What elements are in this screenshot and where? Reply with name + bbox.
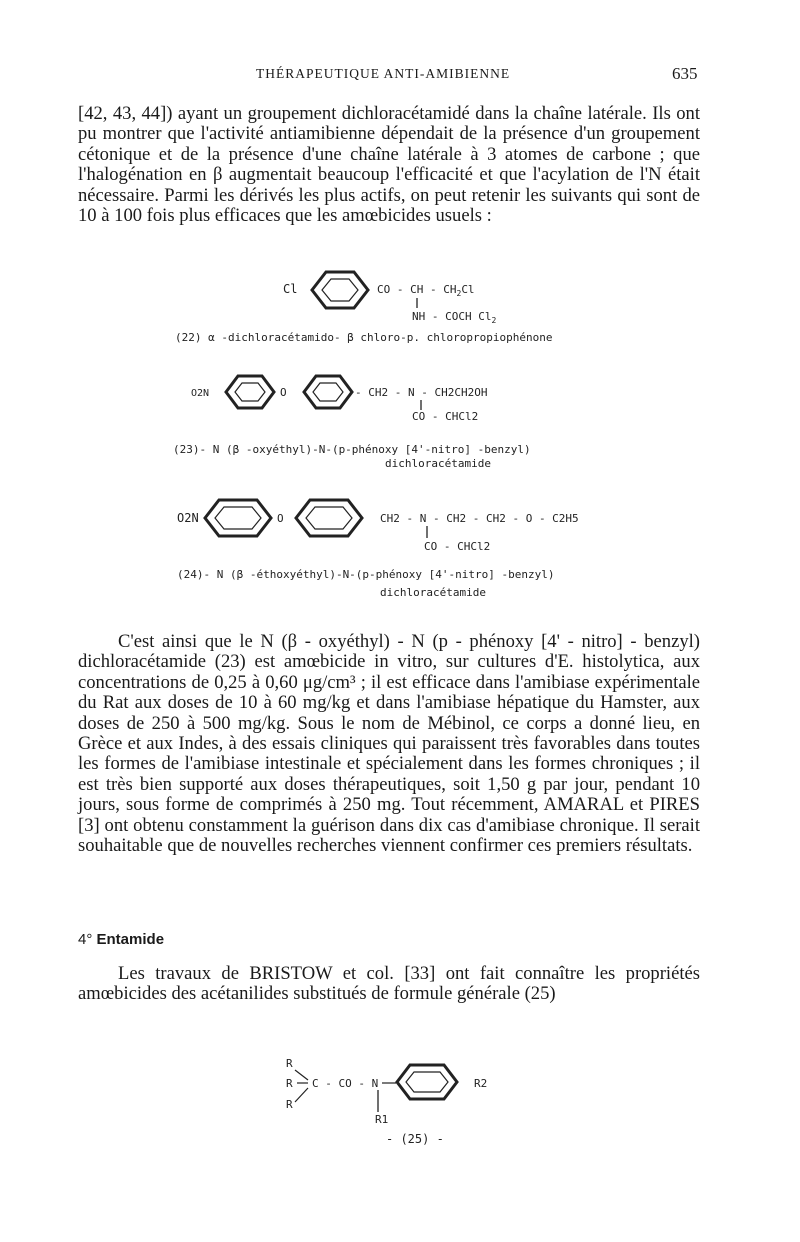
f24-caption-2: dichloracétamide (380, 586, 486, 599)
benzene-ring-icon (296, 500, 362, 536)
f22-chain: CO - CH - $CH_2Cl$ (377, 283, 475, 298)
f25-r-top: R (286, 1057, 293, 1070)
f25-r2: R2 (474, 1077, 488, 1090)
f23-chain: - CH2 - N - CH2CH2OH (355, 386, 488, 399)
f25-caption: - (25) - (386, 1132, 444, 1146)
f25-r-bot: R (286, 1098, 293, 1111)
f25-r1: R1 (375, 1113, 389, 1126)
running-header (0, 64, 800, 88)
f25-r-mid: R (286, 1077, 293, 1090)
f23-o2n: O2N (191, 388, 210, 399)
section-heading (78, 931, 164, 948)
f24-o: O (277, 512, 284, 525)
benzene-ring-icon (205, 500, 271, 536)
f23-o: O (280, 386, 287, 399)
f23-co: CO - CHCl2 (412, 410, 479, 423)
benzene-ring-icon (397, 1065, 457, 1099)
paragraph-entamide: Les travaux de BRISTOW et col. [33] ont fait connaître les propriétés amœbicides des acétanilides substitués de formule générale (25) (78, 963, 700, 1005)
f24-chain: CH2 - N - CH2 - CH2 - O - C2H5 (380, 512, 579, 525)
running-title: THÉRAPEUTIQUE ANTI-AMIBIENNE (256, 66, 511, 81)
section-title: Entamide (96, 931, 165, 948)
f22-cl: Cl (283, 282, 298, 296)
f24-co: CO - CHCl2 (424, 540, 491, 553)
page-number: 635 (672, 64, 698, 83)
f22-caption: (22) α -dichloracétamido- β chloro-p. chloropropiophénone (175, 331, 553, 344)
section-number: 4° (78, 931, 93, 948)
f23-caption-1: (23)- N (β -oxyéthyl)-N-(p-phénoxy [4'-nitro] -benzyl) (173, 443, 531, 456)
f24-caption-1: (24)- N (β -éthoxyéthyl)-N-(p-phénoxy [4'-nitro] -benzyl) (177, 568, 555, 581)
paragraph-intro: [42, 43, 44]) ayant un groupement dichloracétamidé dans la chaîne latérale. Ils ont pu montrer que l'activité antiamibienne dépendait de la présence d'un groupement cétonique et de la présence d'une chaîne latérale à 3 atomes de carbone ; que l'halogénation en β augmentait beaucoup l'efficacité et que l'acylation de l'N était nécessaire. Parmi les dérivés les plus actifs, on peut retenir les suivants qui sont de 10 à 100 fois plus efficaces que les amœbicides usuels : (78, 103, 700, 227)
benzene-ring-icon (226, 376, 274, 408)
formula-23 (0, 362, 800, 472)
formula-25 (0, 1050, 800, 1150)
benzene-ring-icon (312, 272, 368, 308)
f23-caption-2: dichloracétamide (385, 457, 491, 470)
f25-chain: C - CO - N (312, 1077, 379, 1090)
f22-nh: NH - COCH $Cl_2$ (412, 310, 497, 325)
paragraph-mebinol: C'est ainsi que le N (β - oxyéthyl) - N (p - phénoxy [4' - nitro] - benzyl) dichloracétamide (23) est amœbicide in vitro, sur cultures d'E. histolytica, aux concentrations de 0,25 à 0,60 μg/cm³ ; il est efficace dans l'amibiase expérimentale du Rat aux doses de 10 à 60 mg/kg et dans l'amibiase hépatique du Hamster, aux doses de 250 à 500 mg/kg. Sous le nom de Mébinol, ce corps a donné lieu, en Grèce et aux Indes, à des essais cliniques qui paraissent très favorables dans toutes les formes de l'amibiase intestinale et spécialement dans les formes chroniques ; il est très bien supporté aux doses thérapeutiques, soit 1,50 g par jour, pendant 10 jours, sous forme de comprimés à 250 mg. Tout récemment, AMARAL et PIRES [3] ont obtenu constamment la guérison dans dix cas d'amibiase chronique. Il serait souhaitable que de nouvelles recherches viennent confirmer ces premiers résultats. (78, 631, 700, 857)
formula-22 (0, 260, 800, 360)
formula-24 (0, 486, 800, 606)
benzene-ring-icon (304, 376, 352, 408)
f24-o2n: O2N (177, 511, 199, 525)
